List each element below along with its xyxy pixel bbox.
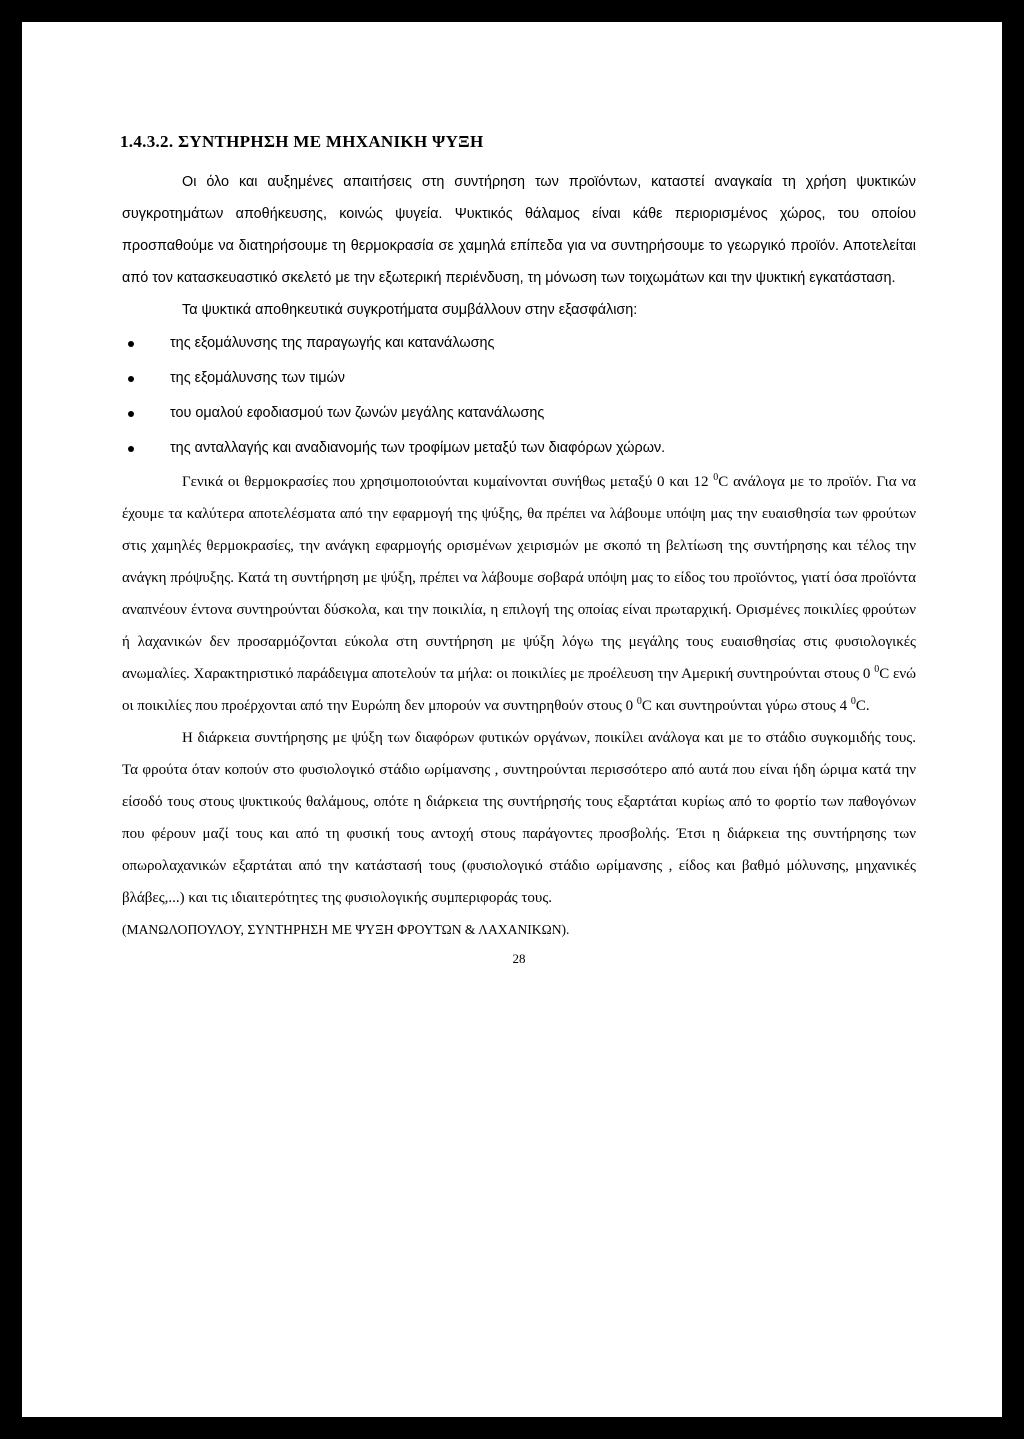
paragraph-duration: Η διάρκεια συντήρησης με ψύξη των διαφόρων φυτικών οργάνων, ποικίλει ανάλογα και με το στάδιο συγκομιδής τους. Τα φρούτα όταν κοπούν στο φυσιολογικό στάδιο ωρίμανσης , συντηρούνται περισσότερο από αυτά που είναι ήδη ώριμα κατά την είσοδό τους στους ψυκτικούς θαλάμους, οπότε η διάρκεια της συντήρησής τους εξαρτάται κυρίως από το φορτίο των παθογόνων που φέρουν μαζί τους και από τη φυσική τους αντοχή στους παράγοντες προσβολής. Έτσι η διάρκεια της συντήρησης των οπωρολαχανικών εξαρτάται από την κατάστασή τους (φυσιολογικό στάδιο ωρίμανσης , είδος και βαθμό μόλυνσης, μηχανικές βλάβες,...) και τις ιδιαιτερότητες της φυσιολογικής συμπεριφοράς τους. [122, 730, 916, 906]
section-heading: 1.4.3.2. ΣΥΝΤΗΡΗΣΗ ΜΕ ΜΗΧΑΝΙΚΗ ΨΥΞΗ [120, 132, 484, 151]
page-number: 28 [512, 951, 526, 966]
text-run: Γενικά οι θερμοκρασίες που χρησιμοποιούνται κυμαίνονται συνήθως μεταξύ 0 και 12 [182, 474, 714, 490]
list-item: της εξομάλυνσης των τιμών [122, 361, 916, 396]
list-item: της ανταλλαγής και αναδιανομής των τροφίμων μεταξύ των διαφόρων χώρων. [122, 431, 916, 466]
list-item: της εξομάλυνσης της παραγωγής και κατανάλωσης [122, 326, 916, 361]
page-content [122, 130, 916, 972]
degree-superscript: 0 [636, 696, 642, 707]
text-run: C και συντηρούνται γύρω στους 4 [641, 698, 851, 714]
paragraph-temperatures [122, 466, 916, 722]
degree-superscript: 0 [874, 664, 880, 675]
text-run: C ανάλογα με το προϊόν. Για να έχουμε τα καλύτερα αποτελέσματα από την εφαρμογή της ψύξης, θα πρέπει να λάβουμε υπόψη μας την ευαισθησία των φρούτων στις χαμηλές θερμοκρασίες, την ανάγκη εφαρμογής ορισμένων χειρισμών με σκοπό τη βελτίωση της συντήρησης και τέλος την ανάγκη πρόψυξης. Κατά τη συντήρηση με ψύξη, πρέπει να λάβουμε σοβαρά υπόψη μας το είδος του προϊόντος, γιατί όσα προϊόντα αναπνέουν έντονα συντηρούνται δύσκολα, και την ποικιλία, η επιλογή της οποίας είναι πρωταρχική. Ορισμένες ποικιλίες φρούτων ή λαχανικών δεν προσαρμόζονται εύκολα στη συντήρηση με ψύξη λόγω της μεγάλης τους ευαισθησίας στις φυσιολογικές ανωμαλίες. Χαρακτηριστικό παράδειγμα αποτελούν τα μήλα: οι ποικιλίες με προέλευση την Αμερική συντηρούνται στους 0 [122, 474, 916, 682]
document-page [22, 22, 1002, 1417]
degree-superscript: 0 [850, 696, 856, 707]
paragraph-contributions: Τα ψυκτικά αποθηκευτικά συγκροτήματα συμβάλλουν στην εξασφάλιση: [182, 302, 638, 318]
text-run: C ενώ οι ποικιλίες που προέρχονται από την Ευρώπη δεν μπορούν να συντηρηθούν στους 0 [122, 666, 916, 714]
bullet-list [122, 326, 916, 466]
paragraph-intro: Οι όλο και αυξημένες απαιτήσεις στη συντήρηση των προϊόντων, καταστεί αναγκαία τη χρήση ψυκτικών συγκροτημάτων αποθήκευσης, κοινώς ψυγεία. Ψυκτικός θάλαμος είναι κάθε περιορισμένος χώρος, του οποίου προσπαθούμε να διατηρήσουμε τη θερμοκρασία σε χαμηλά επίπεδα για να συντηρήσουμε το γεωργικό προϊόν. Αποτελείται από τον κατασκευαστικό σκελετό με την εξωτερική περιένδυση, τη μόνωση των τοιχωμάτων και την ψυκτική εγκατάσταση. [122, 174, 916, 286]
text-run: C. [855, 698, 870, 714]
list-item: του ομαλού εφοδιασμού των ζωνών μεγάλης κατανάλωσης [122, 396, 916, 431]
degree-superscript: 0 [713, 472, 719, 483]
citation: (ΜΑΝΩΛΟΠΟΥΛΟΥ, ΣΥΝΤΗΡΗΣΗ ΜΕ ΨΥΞΗ ΦΡΟΥΤΩΝ & ΛΑΧΑΝΙΚΩΝ). [122, 922, 570, 937]
